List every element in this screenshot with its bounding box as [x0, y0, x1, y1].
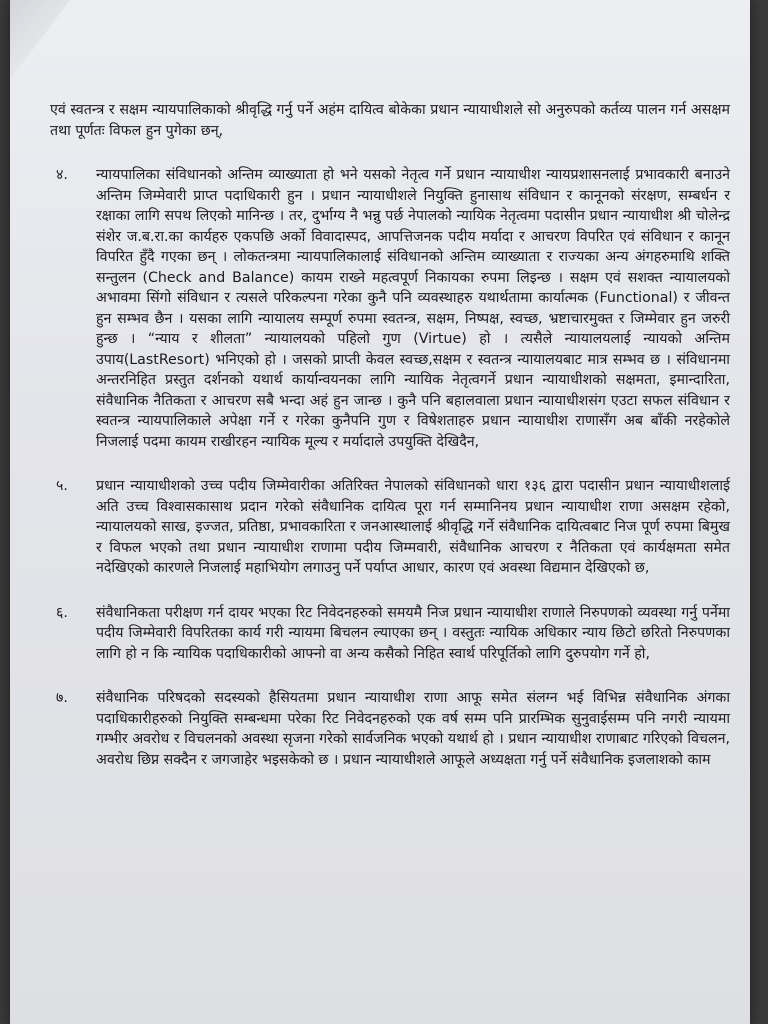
item-paragraph: प्रधान न्यायाधीशको उच्च पदीय जिम्मेवारीका अतिरिक्त नेपालको संविधानको धारा १३६ द्वारा पदासीन प्रधान न्यायाधीशलाई अति उच्च विश्वासकासाथ प्रदान गरेको संवैधानिक दायित्व पूरा गर्न सम्मानिनय प्रधान न्यायाधीश राणा असक्षम रहेको, न्यायालयको साख, इज्जत, प्रतिष्ठा, प्रभावकारिता र जनआस्थालाई श्रीवृद्धि गर्ने संवैधानिक दायित्वबाट निज पूर्ण रुपमा बिमुख र विफल भएको तथा प्रधान न्यायाधीश राणामा पदीय जिम्मवारी, संवैधानिक आचरण र नैतिकता एवं कार्यक्षमता समेत नदेखिएको कारणले निजलाई महाभियोग लगाउनु पर्ने पर्याप्त आधार, कारण एवं अवस्था विद्यमान देखिएको छ,	[96, 478, 730, 576]
list-item	[50, 603, 730, 665]
list-item	[50, 476, 730, 579]
item-number: ६.	[56, 604, 68, 621]
intro-paragraph: एवं स्वतन्त्र र सक्षम न्यायपालिकाको श्रीवृद्धि गर्नु पर्ने अहंम दायित्व बोकेका प्रधान न्यायाधीशले सो अनुरुपको कर्तव्य पालन गर्न असक्षम तथा पूर्णतः विफल हुन पुगेका छन्,	[50, 102, 730, 139]
page-corner-fold	[10, 0, 70, 80]
item-paragraph: न्यायपालिका संविधानको अन्तिम व्याख्याता हो भने यसको नेतृत्व गर्ने प्रधान न्यायाधीश न्यायप्रशासनलाई प्रभावकारी बनाउने अन्तिम जिम्मेवारी प्राप्त पदाधिकारी हुन । प्रधान न्यायाधीशले नियुक्ति हुनासाथ संविधान र कानूनको संरक्षण, सम्बर्धन र रक्षाका लागि सपथ लिएको मानिन्छ । तर, दुर्भाग्य नै भन्नु पर्छ नेपालको न्यायिक नेतृत्वमा पदासीन प्रधान न्यायाधीश श्री चोलेन्द्र संशेर ज.ब.रा.का कार्यहरु एकपछि अर्को विवादास्पद, आपत्तिजनक पदीय मर्यादा र आचरण विपरित एवं संविधान र कानून विपरित हुँदै गएका छन् । लोकतन्त्रमा न्यायपालिकालाई संविधानको अन्तिम व्याख्याता र राज्यका अन्य अंगहरुमाथि शक्ति सन्तुलन (Check and Balance) कायम राख्ने महत्वपूर्ण निकायका रुपमा लिइन्छ । सक्षम एवं सशक्त न्यायालयको अभावमा सिंगो संविधान र त्यसले परिकल्पना गरेका कुनै पनि व्यवस्थाहरु यथार्थतामा कार्यात्मक (Functional) र जीवन्त हुन सम्भव छैन । यसका लागि न्यायालय सम्पूर्ण रुपमा स्वतन्त्र, सक्षम, निष्पक्ष, स्वच्छ, भ्रष्टाचारमुक्त र जिम्मेवार हुन जरुरी हुन्छ । “न्याय र शीलता” न्यायालयको पहिलो गुण (Virtue) हो । त्यसैले न्यायालयलाई न्यायको अन्तिम उपाय(LastResort) भनिएको हो । जसको प्राप्ती केवल स्वच्छ,सक्षम र स्वतन्त्र न्यायालयबाट मात्र सम्भव छ । संविधानमा अन्तरनिहित प्रस्तुत दर्शनको यथार्थ कार्यान्वयनका लागि न्यायिक नेतृत्वगर्ने प्रधान न्यायाधीशको सक्षमता, इमान्दारिता, संवैधानिक नैतिकता र आचरण सबै भन्दा अहं हुन जान्छ । कुनै पनि बहालवाला प्रधान न्यायाधीशसंग एउटा सफल संविधान र स्वतन्त्र न्यायपालिकाले अपेक्षा गर्ने र गरेका कुनैपनि गुण र विषेशताहरु प्रधान न्यायाधीश राणासँग अब बाँकी नरहेकोले निजलाई पदमा कायम राखीरहन न्यायिक मूल्य र मर्यादाले उपयुक्ति देखिदैन,	[96, 167, 730, 450]
item-paragraph: संवैधानिक परिषदको सदस्यको हैसियतमा प्रधान न्यायाधीश राणा आफू समेत संलग्न भई विभिन्न संवैधानिक अंगका पदाधिकारीहरुको नियुक्ति सम्बन्धमा परेका रिट निवेदनहरुको एक वर्ष सम्म पनि प्रारम्भिक सुनुवाईसम्म पनि नगरी न्यायमा गम्भीर अवरोध र विचलनको अवस्था सृजना गरेको सार्वजनिक भएको यथार्थ हो । प्रधान न्यायाधीश राणाबाट गरिएको विचलन, अवरोध छिप्न सक्दैन र जगजाहेर भइसकेको छ । प्रधान न्यायाधीशले आफूले अध्यक्षता गर्नु पर्ने संवैधानिक इजलाशको काम	[96, 690, 730, 768]
item-number: ४.	[56, 167, 68, 183]
item-paragraph: संवैधानिकता परीक्षण गर्न दायर भएका रिट निवेदनहरुको समयमै निज प्रधान न्यायाधीश राणाले निरुपणको व्यवस्था गर्नु पर्नेमा पदीय जिम्मेवारी विपरितका कार्य गरी न्यायमा बिचलन ल्याएका छन् । वस्तुतः न्यायिक अधिकार न्याय छिटो छरितो निरुपणका लागि हो न कि न्यायिक पदाधिकारीको आफ्नो वा अन्य कसैको निहित स्वार्थ परिपूर्तिको लागि दुरुपयोग गर्ने हो,	[96, 604, 730, 662]
item-number: ७.	[56, 690, 68, 706]
item-number: ५.	[56, 478, 68, 494]
document-page	[10, 0, 750, 1024]
document-body	[50, 100, 730, 770]
list-item	[50, 688, 730, 770]
list-item	[50, 165, 730, 452]
